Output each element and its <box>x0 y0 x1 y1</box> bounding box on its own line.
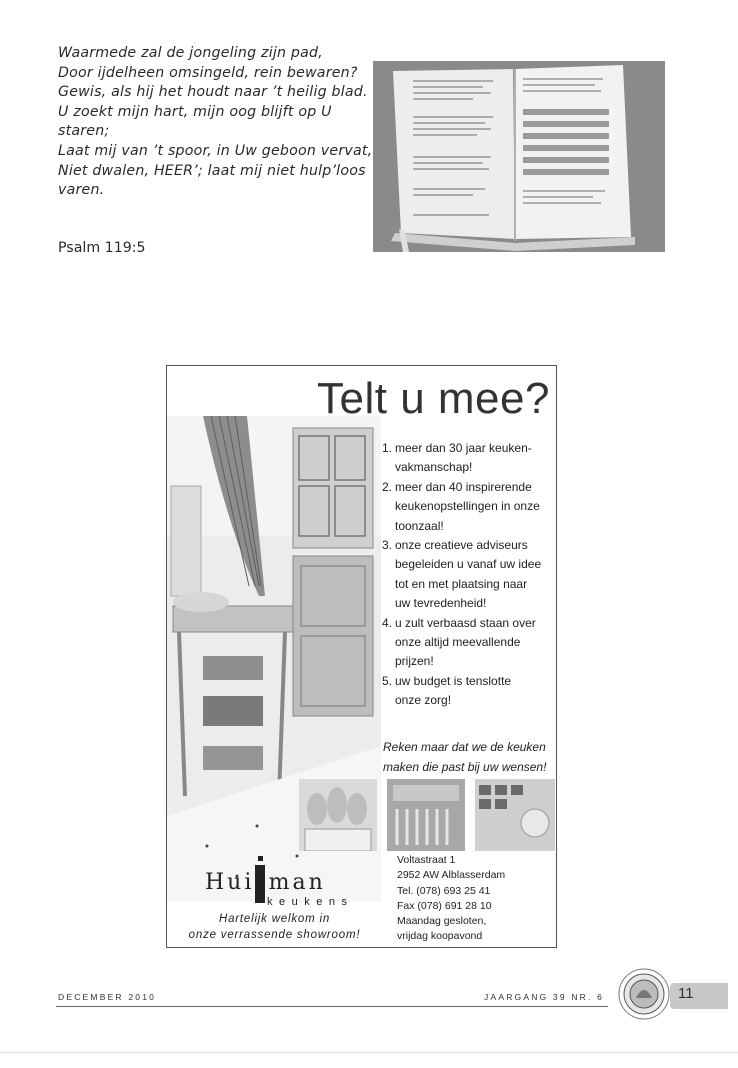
page-bottom-rule <box>0 1052 738 1053</box>
poem-line: staren; <box>58 123 110 140</box>
product-thumbnails <box>299 779 555 851</box>
welcome-text: Hartelijk welkom in onze verrassende showroom! <box>188 913 361 941</box>
page-number: 11 <box>678 985 694 1002</box>
huisman-logo <box>187 856 367 916</box>
kitchen-advertisement <box>166 365 557 948</box>
logo-subtitle: keukens <box>267 896 354 908</box>
logo-name: Huisman <box>205 870 326 895</box>
footer-volume: JAARGANG 39 NR. 6 <box>484 992 605 1002</box>
poem-line: varen. <box>58 182 105 199</box>
footer-rule <box>56 1006 608 1007</box>
psalm-reference: Psalm 119:5 <box>58 240 146 256</box>
list-item: 1. meer dan 30 jaar keuken- vakmanschap! <box>382 441 532 475</box>
poem-line: U zoekt mijn hart, mijn oog blijft op U <box>58 103 332 120</box>
ad-slogan: Reken maar dat we de keuken maken die past bij uw wensen! <box>383 740 547 774</box>
poem-line: Gewis, als hij het houdt naar ’t heilig blad. <box>58 84 368 101</box>
poem <box>58 44 373 201</box>
footer-date: DECEMBER 2010 <box>58 992 157 1002</box>
poem-line: Waarmede zal de jongeling zijn pad, <box>58 45 323 61</box>
poem-line: Door ijdelheen omsingeld, rein bewaren? <box>58 64 358 81</box>
list-item: 5. uw budget is tenslotte onze zorg! <box>382 673 512 708</box>
open-bible-photo <box>373 61 665 252</box>
poem-line: Laat mij van ’t spoor, in Uw geboon vervat, <box>58 142 373 159</box>
contact-address: Voltastraat 1 2952 AW Alblasserdam Tel. (078) 693 25 41 Fax (078) 691 28 10 Maandag gesloten, vrijdag koopavond <box>397 854 506 943</box>
list-item: 2. meer dan 40 inspirerende keukenopstellingen in onze toonzaal! <box>382 479 540 533</box>
list-item: 4. u zult verbaasd staan over onze altijd meevallende prijzen! <box>382 615 536 669</box>
benefit-list <box>382 439 554 711</box>
ad-title: Telt u mee? <box>317 374 550 423</box>
emblem-seal-icon <box>618 968 670 1020</box>
poem-line: Niet dwalen, HEER’; laat mij niet hulp’loos <box>58 162 366 179</box>
list-item: 3. onze creatieve adviseurs begeleiden u vanaf uw idee tot en met plaatsing naar uw tevredenheid! <box>382 538 542 611</box>
